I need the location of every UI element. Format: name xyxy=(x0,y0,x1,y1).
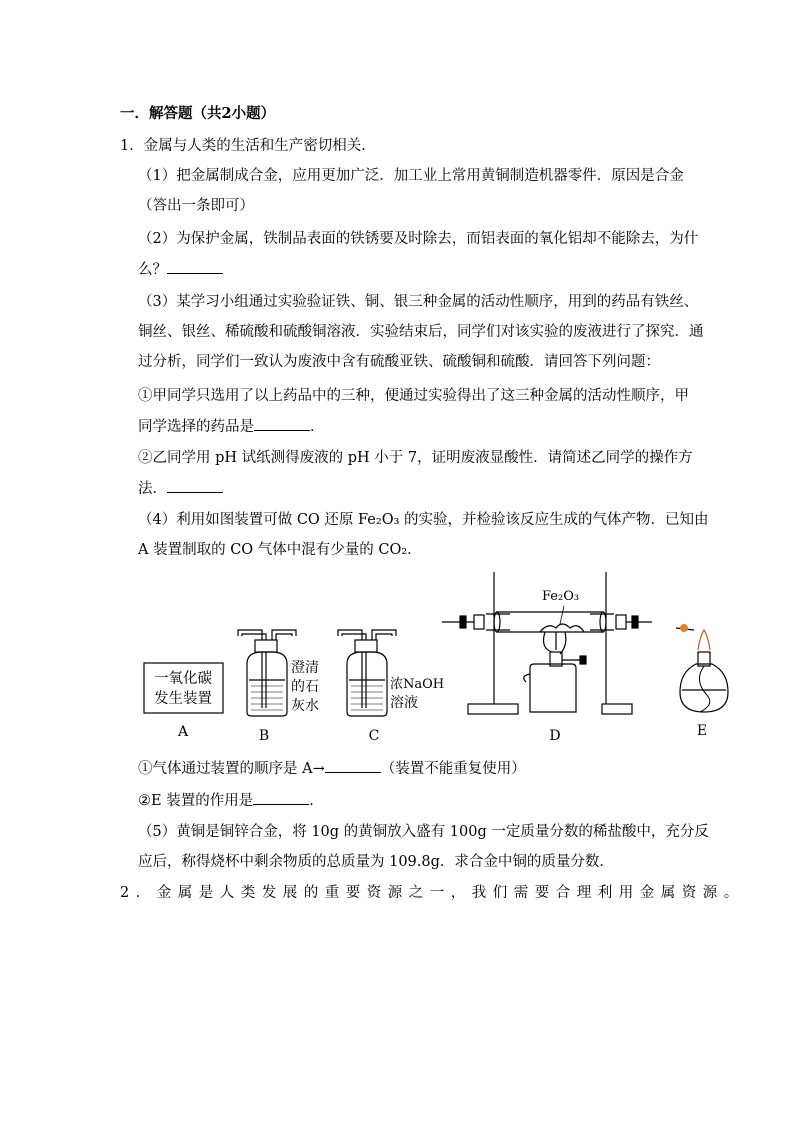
box-text-line2: 发生装置 xyxy=(154,691,212,707)
q1-part3-line3: 过分析，同学们一致认为废液中含有硫酸亚铁、硫酸铜和硫酸．请回答下列问题： xyxy=(138,354,660,370)
flame-icon xyxy=(680,624,688,632)
q1-part3-line1: （3）某学习小组通过实验验证铁、铜、银三种金属的活动性顺序，用到的药品有铁丝、 xyxy=(138,294,699,310)
q1-part3-2-text: 法． xyxy=(138,481,167,497)
q1-part4-line1: （4）利用如图装置可做 CO 还原 Fe₂O₃ 的实验，并检验该反应生成的气体产物．已知由 xyxy=(138,512,709,528)
b-reagent-line1: 澄清 xyxy=(291,660,319,676)
label-a: A xyxy=(177,724,189,740)
q1-part4-1-tail: （装置不能重复使用） xyxy=(380,761,526,777)
answer-blank-4-1 xyxy=(325,758,381,773)
q1-part5-line2: 应后，称得烧杯中剩余物质的总质量为 109.8g．求合金中铜的质量分数． xyxy=(138,854,614,870)
bottle-b xyxy=(238,630,296,716)
q1-part2-line1: （2）为保护金属，铁制品表面的铁锈要及时除去，而铝表面的氧化铝却不能除去，为什 xyxy=(138,231,699,247)
question-1-stem: 1．金属与人类的生活和生产密切相关． xyxy=(120,138,376,154)
q1-part2-text: 么？ xyxy=(138,262,167,278)
label-d: D xyxy=(549,728,561,744)
q1-part5-line1: （5）黄铜是铜锌合金，将 10g 的黄铜放入盛有 100g 一定质量分数的稀盐酸中，充分反 xyxy=(138,824,709,840)
d-chem-label: Fe₂O₃ xyxy=(542,589,580,604)
q1-part3-1-line2: 同学选择的药品是 ． xyxy=(138,416,325,437)
bottle-c xyxy=(338,630,396,716)
q1-part4-1 xyxy=(138,758,526,779)
q1-part4-1-text: ①气体通过装置的顺序是 A→ xyxy=(138,761,325,777)
q1-part1-line2: （答出一条即可） xyxy=(138,198,254,214)
q1-part4-2-text: ②E 装置的作用是 xyxy=(138,793,254,809)
question-2-stem: 2．金属是人类发展的重要资源之一，我们需要合理利用金属资源。 xyxy=(120,885,745,901)
box-text-line1: 一氧化碳 xyxy=(154,671,212,687)
q1-part3-1-text: 同学选择的药品是 xyxy=(138,419,254,435)
label-b: B xyxy=(258,728,270,744)
q1-part4-line2: A 装置制取的 CO 气体中混有少量的 CO₂． xyxy=(138,542,422,558)
b-reagent-line3: 灰水 xyxy=(291,698,319,714)
answer-blank-4-2 xyxy=(253,790,309,805)
q1-part3-1-line1: ①甲同学只选用了以上药品中的三种，便通过实验得出了这三种金属的活动性顺序，甲 xyxy=(138,388,689,404)
c-reagent-line1: 浓NaOH xyxy=(390,677,445,692)
alcohol-lamp-e xyxy=(676,628,728,712)
c-reagent-line2: 溶液 xyxy=(390,695,418,711)
label-e: E xyxy=(696,723,708,739)
section-title: 一．解答题（共2小题） xyxy=(120,105,276,122)
label-c: C xyxy=(368,728,380,744)
q1-part4-2: ②E 装置的作用是 ． xyxy=(138,790,324,811)
q1-part3-line2: 铜丝、银丝、稀硫酸和硫酸铜溶液．实验结束后，同学们对该实验的废液进行了探究．通 xyxy=(138,324,704,340)
q1-part3-2-line1: ②乙同学用 pH 试纸测得废液的 pH 小于 7，证明废液显酸性．请简述乙同学的操作方 xyxy=(138,450,693,466)
q1-part1-line1: （1）把金属制成合金，应用更加广泛．加工业上常用黄铜制造机器零件．原因是合金 xyxy=(138,168,684,184)
b-reagent-line2: 的石 xyxy=(291,679,319,695)
